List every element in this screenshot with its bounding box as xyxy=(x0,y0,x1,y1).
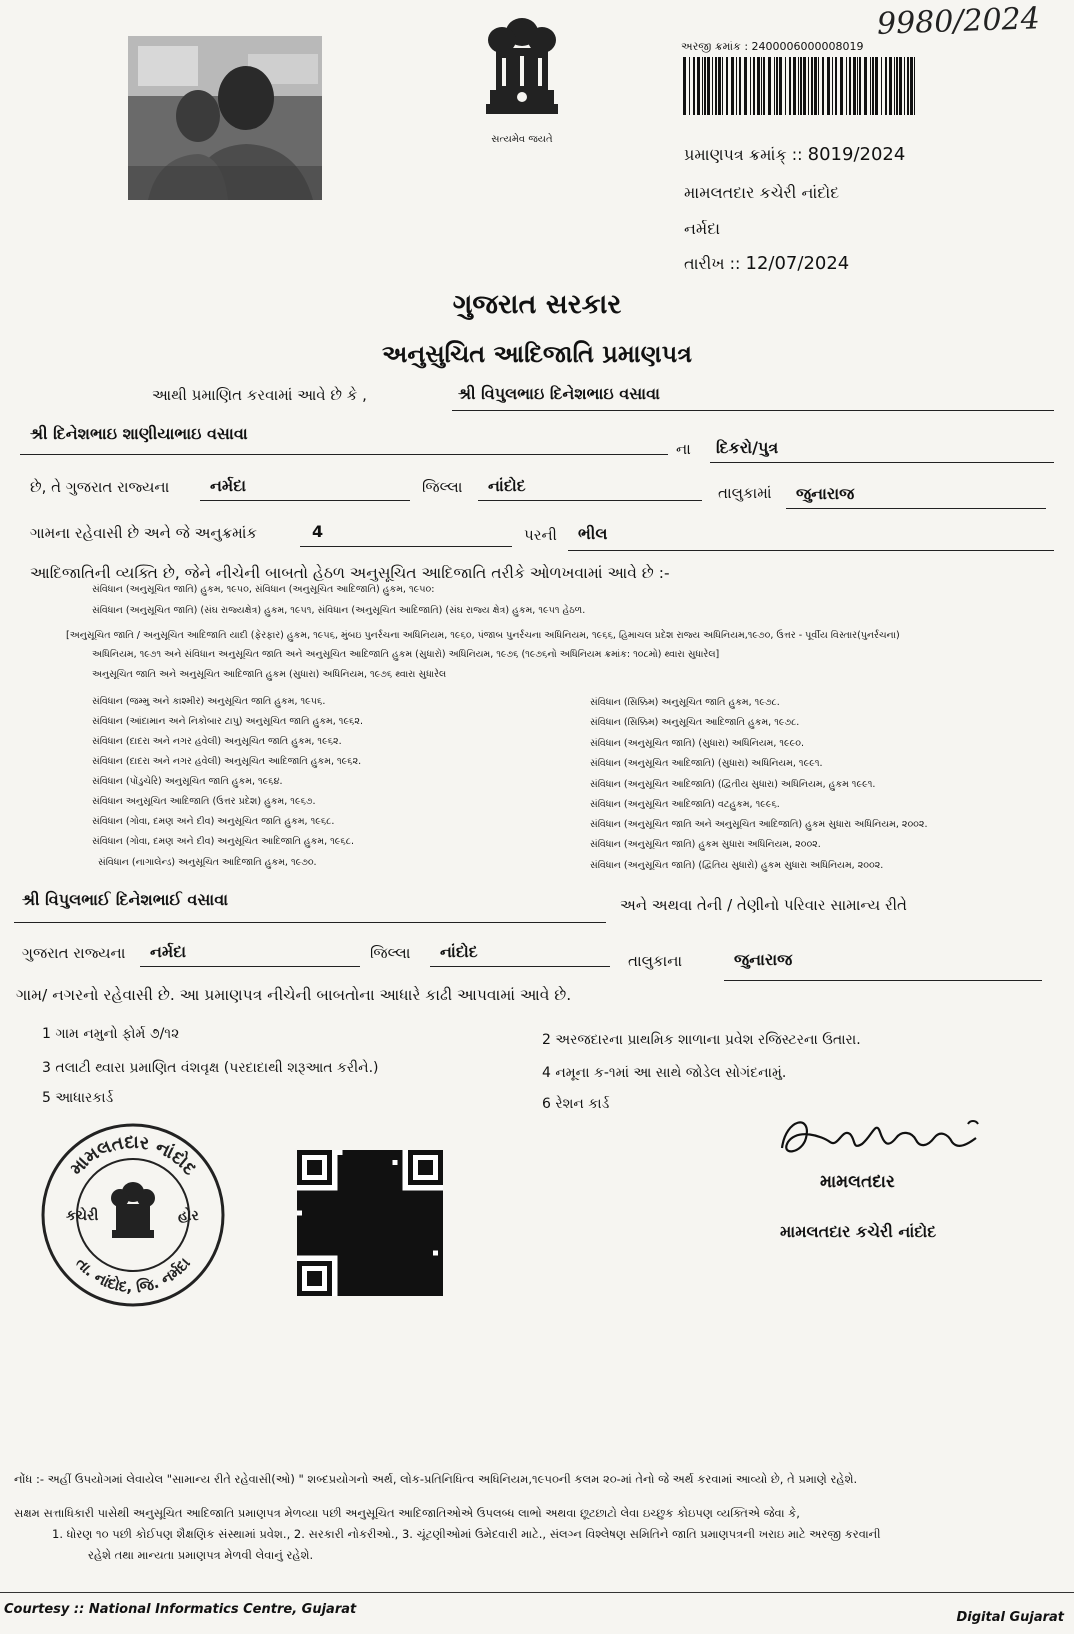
order-top-1: સંવિધાન (અનુસૂચિત જાતિ) હુકમ, ૧૯૫૦, સંવિધાન (અનુસૂચિત આદિજાતિ) હુકમ, ૧૯૫૦: xyxy=(92,584,435,595)
taluka-label: તાલુકામાં xyxy=(718,484,772,502)
na-text: ના xyxy=(676,440,691,458)
order-right-7: સંવિધાન (અનુસૂચિત જાતિ અને અનુસૂચિત આદિજાતિ) હુકમ સુધારા અધિનિયમ, ૨૦૦૨. xyxy=(590,819,928,830)
certificate-title: અનુસુચિત આદિજાતિ પ્રમાણપત્ર xyxy=(382,340,692,368)
qr-code xyxy=(297,1150,443,1296)
note-3: 1. ધોરણ ૧૦ પછી કોઈપણ શૈક્ષણિક સંસ્થામાં પ્રવેશ., 2. સરકારી નોકરીઓ., 3. ચૂંટણીઓમાં ઉમેદવારી માટે., સંલગ્ન વિશ્લેષણ સમિતિને જાતિ પ્રમાણપત્રની ખરાઇ માટે અરજી કરવાની xyxy=(52,1527,881,1541)
signatory-title: મામલતદાર xyxy=(820,1172,895,1192)
order-left-1: સંવિધાન (જમ્મુ અને કાશ્મીર) અનુસૂચિત જાતિ હુકમ, ૧૯૫૬. xyxy=(92,696,326,707)
recognition-text: આદિજાતિની વ્યક્તિ છે, જેને નીચેની બાબતો હેઠળ અનુસૂચિત આદિજાતિ તરીકે ઓળખવામાં આવે છે :- xyxy=(30,564,670,582)
government-title: ગુજરાત સરકાર xyxy=(452,289,622,320)
order-right-5: સંવિધાન (અનુસૂચિત આદિજાતિ) (દ્વિતીય સુધારા) અધિનિયમ, હુકમ ૧૯૯૧. xyxy=(590,779,876,790)
certificate-number-label: પ્રમાણપત્ર ક્રમાંક્ :: xyxy=(684,145,803,164)
residence-taluka: નાંદોદ xyxy=(440,942,478,961)
document-item-6: 6 રેશન કાર્ડ xyxy=(542,1096,610,1112)
order-right-6: સંવિધાન (અનુસૂચિત આદિજાતિ) વટહુકમ, ૧૯૯૬. xyxy=(590,799,780,810)
order-top-2: સંવિધાન (અનુસૂચિત જાતિ) (સંઘ રાજ્યક્ષેત્ર) હુકમ, ૧૯૫૧, સંવિધાન (અનુસૂચિત આદિજાતિ) (સંઘ રાજ્ય ક્ષેત્ર) હુકમ, ૧૯૫૧ હેઠળ. xyxy=(92,605,586,616)
issue-date-label: તારીખ :: xyxy=(684,254,741,273)
order-right-1: સંવિધાન (સિક્કિમ) અનુસૂચિત જાતિ હુકમ, ૧૯૭૮. xyxy=(590,697,780,708)
basis-text: ગામ/ નગરનો રહેવાસી છે. આ પ્રમાણપત્ર નીચેની બાબતોના આધારે કાઢી આપવામાં આવે છે. xyxy=(16,986,572,1004)
issue-date-row xyxy=(684,253,849,274)
handwritten-reference-number: 9980/2024 xyxy=(876,1,1041,42)
footer-brand: Digital Gujarat xyxy=(956,1610,1064,1625)
note-4: રહેશે તથા માન્યતા પ્રમાણપત્ર મેળવી લેવાનું રહેશે. xyxy=(88,1548,314,1562)
intro-text: આથી પ્રમાણિત કરવામાં આવે છે કે , xyxy=(152,386,367,404)
emblem-motto: સત્યમેવ જયતે xyxy=(491,134,553,145)
seal-bottom-text: તા. નાંદોદ, જિ. નર્મદા xyxy=(72,1254,194,1297)
order-right-3: સંવિધાન (અનુસૂચિત જાતિ) (સુધારા) અધિનિયમ, ૧૯૯૦. xyxy=(590,738,805,749)
residence-name: શ્રી વિપુલભાઈ દિનેશભાઈ વસાવા xyxy=(22,890,229,909)
order-right-9: સંવિધાન (અનુસૂચિત જાતિ) (દ્વિતિય સુધારો) હુકમ સુધારા અધિનિયમ, ૨૦૦૨. xyxy=(590,860,884,871)
seal-emblem-icon xyxy=(111,1182,155,1238)
state-prefix: છે, તે ગુજરાત રાજ્યના xyxy=(30,478,170,496)
district-label: જિલ્લા xyxy=(422,478,463,496)
officer-signature xyxy=(772,1108,992,1172)
order-top-5: અનુસૂચિત જાતિ અને અનુસૂચિત આદિજાતિ હુકમ (સુધારા) અધિનિયમ, ૧૯૭૬ થ્વારા સુધારેલ xyxy=(92,669,447,680)
father-name: શ્રી દિનેશભાઇ શાણીયાભાઇ વસાવા xyxy=(30,424,248,443)
document-item-4: 4 નમૂના ક-૧માં આ સાથે જોડેલ સોગંદનામું. xyxy=(542,1065,787,1081)
application-number-label: અરજી ક્રમાંક : 2400006000008019 xyxy=(681,40,864,53)
taluka-name: નાંદોદ xyxy=(488,476,526,495)
order-top-4: અધિનિયમ, ૧૯૭૧ અને સંવિધાન અનુસૂચિત જાતિ અને અનુસૂચિત આદિજાતિ હુકમ (સુધારો) અધિનિયમ, ૧૯૭૬ (૧૯૭૬નો અધિનિયમ ક્રમાંક: ૧૦૮મો) થ્વારા સુધારેલ] xyxy=(92,649,720,660)
residence-district: નર્મદા xyxy=(150,942,187,961)
order-left-6: સંવિધાન અનુસૂચિત આદિજાતિ (ઉત્તર પ્રદેશ) હુકમ, ૧૯૬૭. xyxy=(92,796,316,807)
seal-top-text: મામલતદાર નાંદોદ xyxy=(66,1131,201,1180)
order-left-2: સંવિધાન (આંદામાન અને નિકોબાર ટાપુ) અનુસૂચિત જાતિ હુકમ, ૧૯૬૨. xyxy=(92,716,363,727)
applicant-photo xyxy=(128,36,322,200)
order-top-3: [અનુસૂચિત જાતિ / અનુસૂચિત આદિજાતિ યાદી (ફેરફાર) હુકમ, ૧૯૫૬, મુંબઇ પુનર્રચના અધિનિયમ, ૧૯૬૦, પંજાબ પુનર્રચના અધિનિયમ, ૧૯૬૬, હિમાચલ પ્રદેશ રાજ્ય અધિનિયમ,૧૯૭૦, ઉત્તર - પૂર્વીય વિસ્તાર(પુનર્રચના) xyxy=(66,630,900,641)
courtesy-text: Courtesy :: National Informatics Centre, Gujarat xyxy=(4,1602,357,1617)
issuing-office: મામલતદાર કચેરી નાંદોદ xyxy=(684,183,840,202)
order-right-8: સંવિધાન (અનુસૂચિત જાતિ) હુકમ સુધારા અધિનિયમ, ૨૦૦૨. xyxy=(590,839,821,850)
resident-text: ગામના રહેવાસી છે અને જે અનુક્રમાંક xyxy=(30,524,258,542)
document-item-1: 1 ગામ નમુનો ફોર્મ ૭/૧૨ xyxy=(42,1026,180,1042)
note-2: સક્ષમ સત્તાધિકારી પાસેથી અનુસૂચિત આદિજાતિ પ્રમાણપત્ર મેળવ્યા પછી અનુસૂચિત આદિજાતિઓએ ઉપલબ્ધ લાભો અથવા છૂટછાટો લેવા ઇચ્છુક કોઇપણ વ્યક્તિએ જેવા કે, xyxy=(14,1506,800,1520)
issuing-district: નર્મદા xyxy=(684,219,721,238)
footer-divider xyxy=(0,1592,1074,1593)
family-text: અને અથવા તેની / તેણીનો પરિવાર સામાન્ય રીતે xyxy=(620,896,907,914)
order-right-2: સંવિધાન (સિક્કિમ) અનુસૂચિત આદિજાતિ હુકમ, ૧૯૭૮. xyxy=(590,717,800,728)
order-left-3: સંવિધાન (દાદરા અને નગર હવેલી) અનુસૂચિત જાતિ હુકમ, ૧૯૬૨. xyxy=(92,736,342,747)
tribe-name: ભીલ xyxy=(578,524,608,543)
certificate-number: 8019/2024 xyxy=(807,144,906,165)
seal-middle-right: હોર xyxy=(178,1208,199,1224)
applicant-name: શ્રી વિપુલભાઇ દિનેશભાઇ વસાવા xyxy=(458,384,660,403)
par-ni-text: પરની xyxy=(524,526,557,544)
order-left-8: સંવિધાન (ગોવા, દમણ અને દીવ) અનુસૂચિત આદિજાતિ હુકમ, ૧૯૬૮. xyxy=(92,836,354,847)
document-item-2: 2 અરજદારના પ્રાથમિક શાળાના પ્રવેશ રજિસ્ટરના ઉતારા. xyxy=(542,1032,861,1048)
order-right-4: સંવિધાન (અનુસૂચિત આદિજાતિ) (સુધારા) અધિનિયમ, ૧૯૯૧. xyxy=(590,758,823,769)
document-item-3: 3 તલાટી થ્વારા પ્રમાણિત વંશવૃક્ષ (પરદાદાથી શરૂઆત કરીને.) xyxy=(42,1060,379,1076)
order-left-9: સંવિધાન (નાગાલેન્ડ) અનુસૂચિત આદિજાતિ હુકમ, ૧૯૭૦. xyxy=(98,857,317,868)
order-left-4: સંવિધાન (દાદરા અને નગર હવેલી) અનુસૂચિત આદિજાતિ હુકમ, ૧૯૬૨. xyxy=(92,756,362,767)
residence-district-label: જિલ્લા xyxy=(370,944,411,962)
signatory-office: મામલતદાર કચેરી નાંદોદ xyxy=(780,1222,937,1241)
note-1: નોંધ :- અહીં ઉપયોગમાં લેવાયેલ "સામાન્ય રીતે રહેવાસી(ઓ) " શબ્દપ્રયોગનો અર્થ, લોક-પ્રતિનિધિત્વ અધિનિયમ,૧૯૫૦ની કલમ ૨૦-માં તેનો જે અર્થ કરવામાં આવ્યો છે, તે પ્રમાણે રહેશે. xyxy=(14,1472,858,1486)
village-name: જુનારાજ xyxy=(796,484,855,503)
serial-number: 4 xyxy=(312,522,324,541)
order-left-7: સંવિધાન (ગોવા, દમણ અને દીવ) અનુસૂચિત જાતિ હુકમ, ૧૯૬૮. xyxy=(92,816,335,827)
svg-text:તા. નાંદોદ, જિ. નર્મદા xyxy=(72,1254,194,1296)
national-emblem xyxy=(472,10,572,150)
barcode xyxy=(681,57,921,115)
residence-taluka-label: તાલુકાના xyxy=(628,952,683,970)
document-item-5: 5 આધારકાર્ડ xyxy=(42,1090,114,1106)
relation: દિકરો/પુત્ર xyxy=(716,438,779,457)
district-name: નર્મદા xyxy=(210,476,247,495)
certificate-number-row xyxy=(684,144,905,165)
seal-middle-left: કચેરી xyxy=(66,1208,99,1224)
order-left-5: સંવિધાન (પોંડુચેરિ) અનુસૂચિત જાતિ હુકમ, ૧૯૬૪. xyxy=(92,776,283,787)
residence-village: જુનારાજ xyxy=(734,950,793,969)
issue-date: 12/07/2024 xyxy=(745,253,850,274)
official-seal xyxy=(40,1122,226,1308)
state-label: ગુજરાત રાજ્યના xyxy=(22,944,126,962)
